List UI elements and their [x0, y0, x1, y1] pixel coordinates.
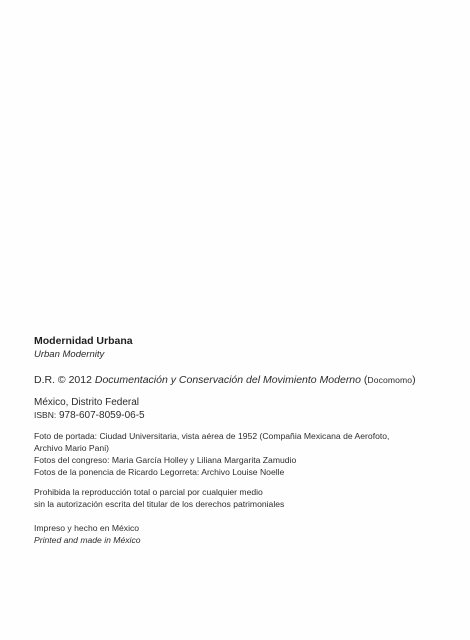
credit-line: Fotos de la ponencia de Ricardo Legorreta: Archivo Louise Noelle: [34, 467, 285, 477]
credit-line: Foto de portada: Ciudad Universitaria, vista aérea de 1952 (Compañia Mexicana de Aerofoto,: [34, 431, 390, 441]
rights-line: Prohibida la reproducción total o parcial por cualquier medio: [34, 487, 263, 497]
publication-place: México, Distrito Federal: [34, 397, 140, 408]
copyright-acronym: Docomomo: [367, 375, 413, 385]
isbn-value: 978-607-8059-06-5: [56, 410, 145, 421]
rights-notice: [34, 486, 454, 510]
credit-line: Fotos del congreso: Maria García Holley y Liliana Margarita Zamudio: [34, 455, 297, 465]
colophon-block: [34, 335, 454, 546]
copyright-organization: Documentación y Conservación del Movimiento Moderno: [94, 374, 361, 386]
photo-credits: [34, 430, 454, 478]
credit-line: Archivo Mario Pani): [34, 443, 109, 453]
printed-in-english: Printed and made in México: [34, 535, 141, 545]
printed-in-spanish: Impreso y hecho en México: [34, 523, 140, 533]
copyright-line: [34, 373, 454, 387]
isbn-label: ISBN:: [34, 410, 57, 420]
book-subtitle-english: Urban Modernity: [34, 349, 105, 360]
book-title: Modernidad Urbana: [34, 335, 133, 347]
copyright-acronym-open: (: [361, 374, 368, 386]
printed-in: [34, 522, 454, 546]
copyright-acronym-close: ): [412, 374, 416, 386]
rights-line: sin la autorización escrita del titular de los derechos patrimoniales: [34, 499, 285, 509]
copyright-prefix: D.R. © 2012: [34, 374, 95, 386]
isbn-line: [34, 409, 454, 422]
